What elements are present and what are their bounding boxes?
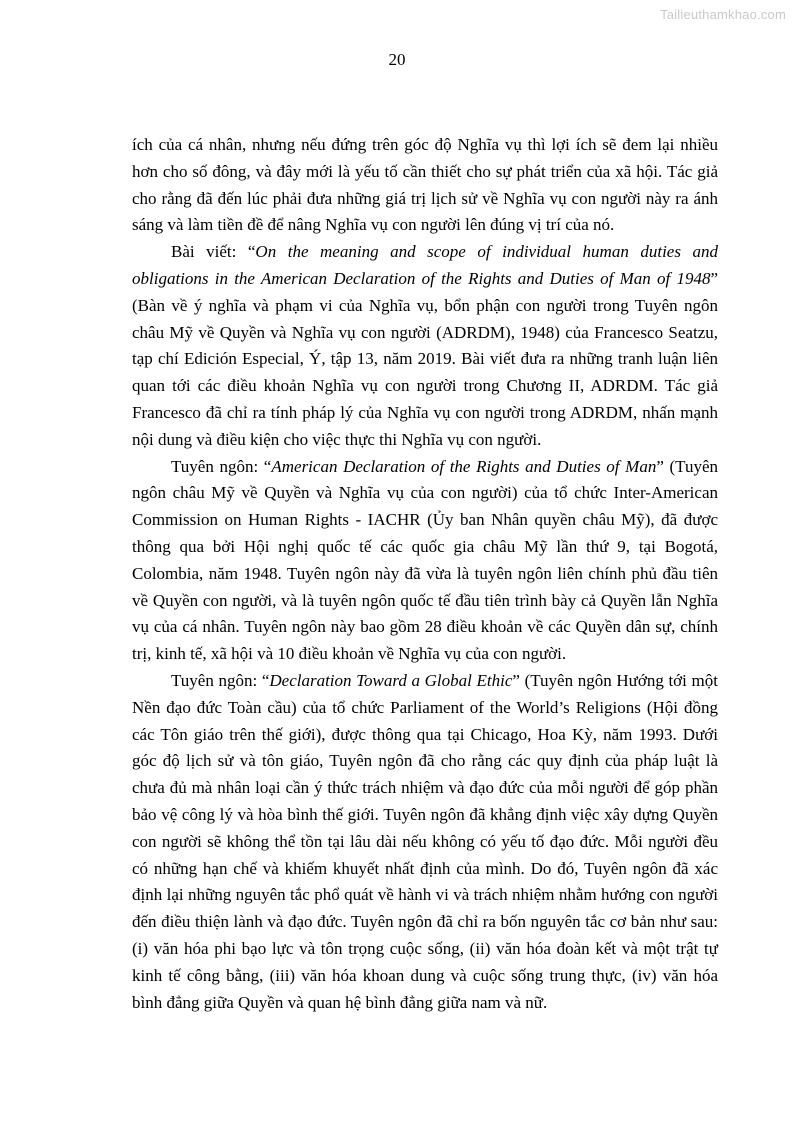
paragraph-text: ” (Bàn về ý nghĩa và phạm vi của Nghĩa vụ, bổn phận con người trong Tuyên ngôn châu Mỹ về Quyền và Nghĩa vụ con người (ADRDM), 1948) của Francesco Seatzu, tạp chí Edición Especial, Ý, tập 13, năm 2019. Bài viết đưa ra những tranh luận liên quan tới các điều khoản Nghĩa vụ con người trong Chương II, ADRDM. Tác giả Francesco đã chỉ ra tính pháp lý của Nghĩa vụ con người trong ADRDM, nhấn mạnh nội dung và điều kiện cho việc thực thi Nghĩa vụ con người. [132, 268, 718, 449]
paragraph-declaration-global-ethic [132, 668, 718, 1016]
paragraph-lead: Tuyên ngôn: “ [171, 456, 272, 476]
paragraph-text: ích của cá nhân, nhưng nếu đứng trên góc độ Nghĩa vụ thì lợi ích sẽ đem lại nhiều hơn cho số đông, và đây mới là yếu tố cần thiết cho sự phát triển của xã hội. Tác giả cho rằng đã đến lúc phải đưa những giá trị lịch sử về Nghĩa vụ con người này ra ánh sáng và làm tiền đề để nâng Nghĩa vụ con người lên đúng vị trí của nó. [132, 135, 718, 235]
declaration-title: Declaration Toward a Global Ethic [269, 670, 513, 690]
watermark: Tailieuthamkhao.com [660, 7, 786, 22]
paragraph-declaration-adrdm [132, 454, 718, 668]
paragraph-text: ” (Tuyên ngôn châu Mỹ về Quyền và Nghĩa vụ của con người) của tổ chức Inter-American Commission on Human Rights - IACHR (Ủy ban Nhân quyền châu Mỹ), đã được thông qua bởi Hội nghị quốc tế các quốc gia châu Mỹ lần thứ 9, tại Bogotá, Colombia, năm 1948. Tuyên ngôn này đã vừa là tuyên ngôn liên chính phủ đầu tiên về Quyền con người, và là tuyên ngôn quốc tế đầu tiên trình bày cả Quyền lẫn Nghĩa vụ của cá nhân. Tuyên ngôn này bao gồm 28 điều khoản về các Quyền dân sự, chính trị, kinh tế, xã hội và 10 điều khoản về Nghĩa vụ của con người. [132, 456, 718, 664]
paragraph-lead: Tuyên ngôn: “ [171, 670, 270, 690]
paragraph-lead: Bài viết: “ [171, 242, 256, 262]
body-text [132, 132, 718, 1016]
paragraph-text: ” (Tuyên ngôn Hướng tới một Nền đạo đức Toàn cầu) của tổ chức Parliament of the World’s Religions (Hội đồng các Tôn giáo trên thế giới), được thông qua tại Chicago, Hoa Kỳ, năm 1993. Dưới góc độ lịch sử và tôn giáo, Tuyên ngôn đã cho rằng các quy định của pháp luật là chưa đủ mà nhân loại cần ý thức trách nhiệm và đạo đức của mỗi người để góp phần bảo vệ công lý và hòa bình thế giới. Tuyên ngôn đã khẳng định việc xây dựng Quyền con người sẽ không thể tồn tại lâu dài nếu không có yếu tố đạo đức. Mỗi người đều có những hạn chế và khiếm khuyết nhất định của mình. Do đó, Tuyên ngôn đã xác định lại những nguyên tắc phổ quát về hành vi và trách nhiệm nhằm hướng con người đến điều thiện lành và đạo đức. Tuyên ngôn đã chỉ ra bốn nguyên tắc cơ bản như sau: (i) văn hóa phi bạo lực và tôn trọng cuộc sống, (ii) văn hóa đoàn kết và một trật tự kinh tế công bằng, (iii) văn hóa khoan dung và cuộc sống trung thực, (iv) văn hóa bình đẳng giữa Quyền và quan hệ bình đẳng giữa nam và nữ. [132, 670, 718, 1012]
declaration-title: American Declaration of the Rights and Duties of Man [271, 456, 657, 476]
article-title: On the meaning and scope of individual human duties and obligations in the American Declaration of the Rights and Duties of Man of 1948 [132, 242, 718, 288]
paragraph-continuation [132, 132, 718, 239]
page-number: 20 [388, 50, 406, 69]
paragraph-article-seatzu [132, 239, 718, 453]
